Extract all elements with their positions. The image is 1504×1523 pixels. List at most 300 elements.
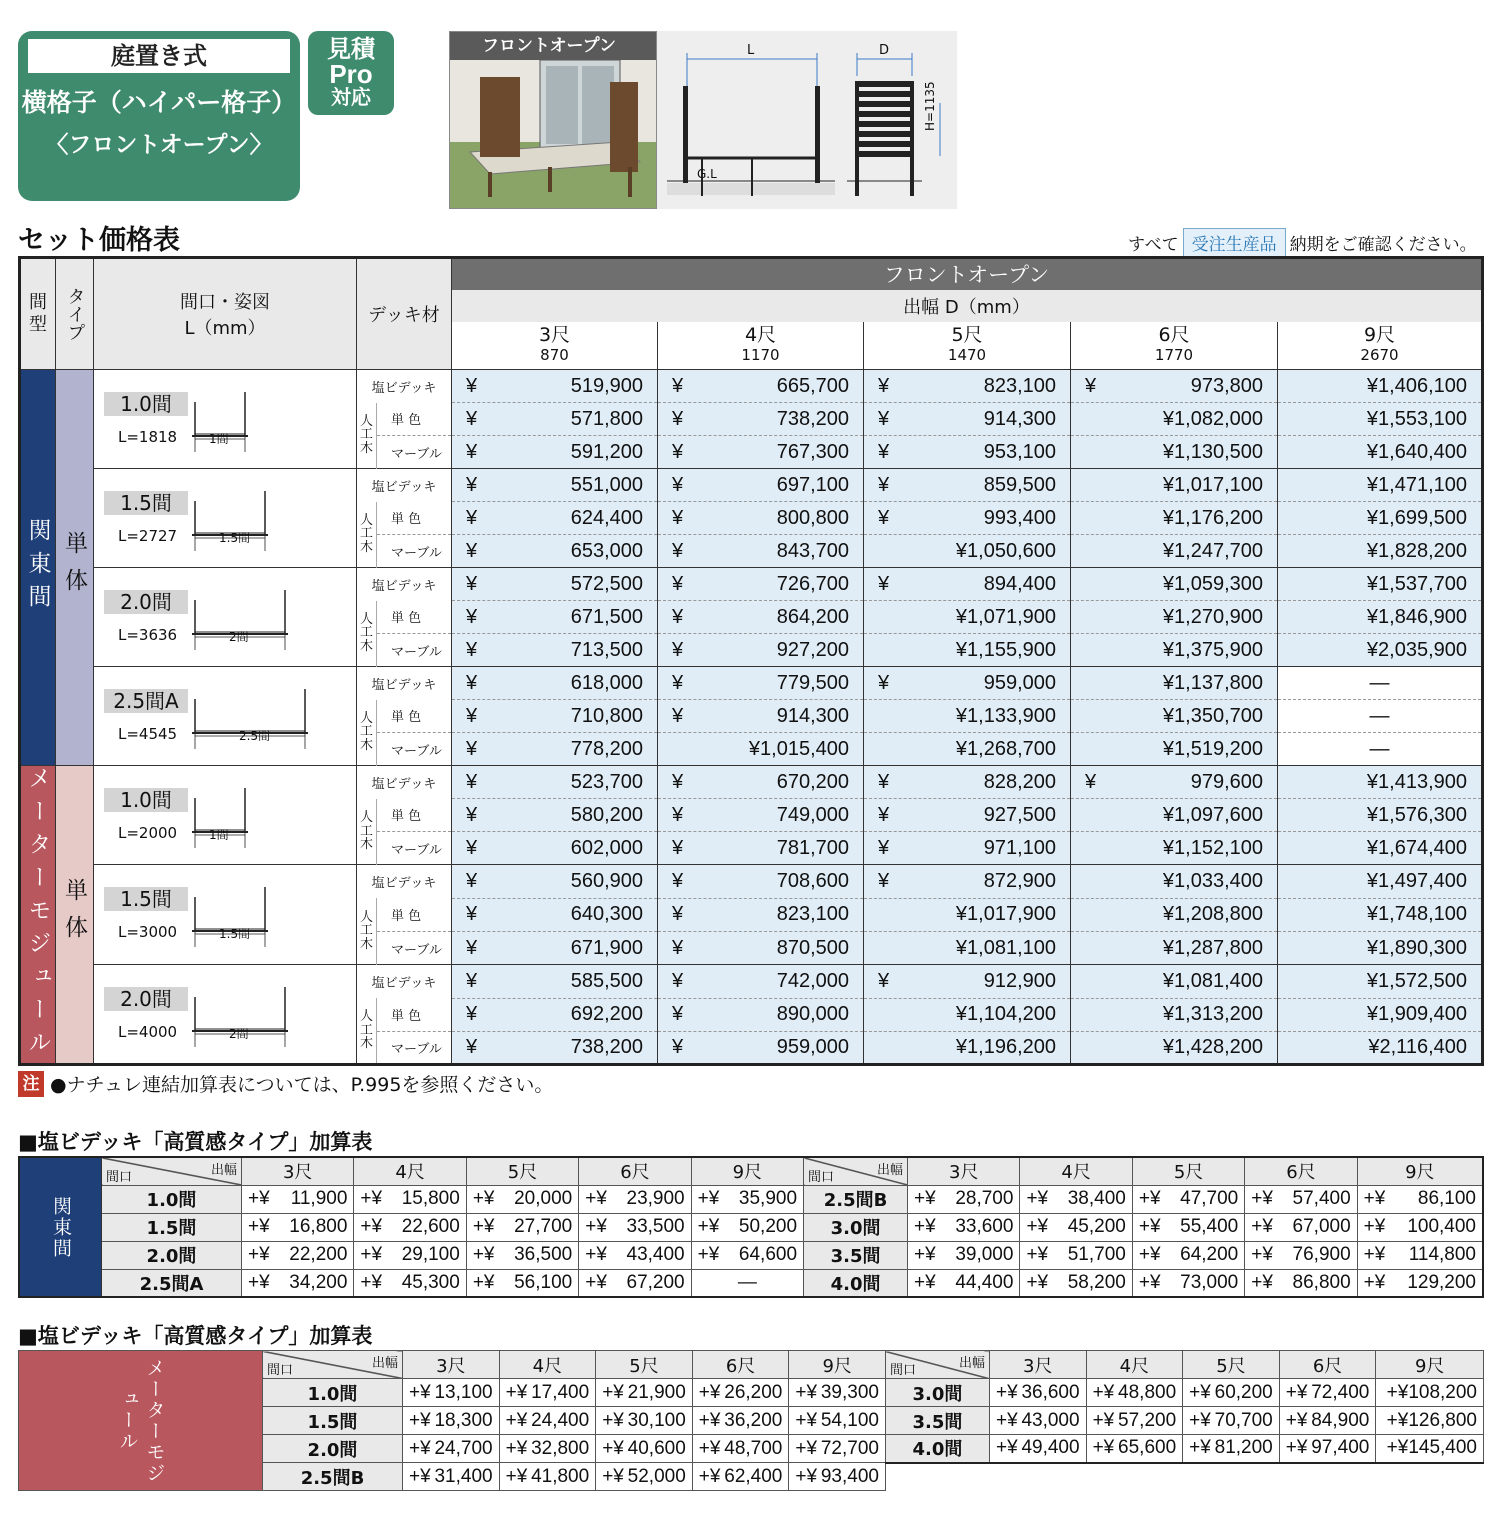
price-value: — — [1369, 737, 1390, 760]
estimate-pro-badge — [308, 31, 394, 115]
width-mm: L=2000 — [118, 824, 178, 842]
price-value: 993,400 — [983, 506, 1056, 529]
add-price-cell — [1020, 1185, 1132, 1213]
price-cell — [1278, 634, 1483, 667]
price-value: 618,000 — [570, 671, 643, 694]
add-price-value: 97,400 — [1311, 1437, 1370, 1459]
deck-solid: 単 色 — [377, 601, 452, 634]
price-value: ¥1,247,700 — [1162, 539, 1263, 562]
price-value: ¥1,572,500 — [1366, 969, 1467, 992]
header-dehaba: 出幅 — [958, 1355, 985, 1370]
plus-yen: +¥ — [505, 1465, 528, 1487]
header-diagonal — [263, 1351, 403, 1379]
price-cell — [658, 965, 864, 998]
add-price-cell — [596, 1379, 693, 1407]
add-price-cell — [579, 1241, 691, 1269]
plus-yen: +¥ — [795, 1437, 818, 1459]
plus-yen: +¥ — [585, 1271, 607, 1293]
add-price-cell — [989, 1379, 1086, 1407]
size-mm: 1470 — [947, 346, 987, 365]
price-cell — [864, 932, 1071, 965]
add-price-cell — [242, 1185, 354, 1213]
product-photo — [449, 31, 657, 209]
product-title-box — [18, 31, 300, 201]
add-price-value: 16,800 — [289, 1216, 348, 1237]
add-size-header: 3尺 — [908, 1157, 1020, 1185]
deck-solid: 単 色 — [377, 502, 452, 535]
price-cell — [452, 700, 658, 733]
plan-figure — [192, 582, 312, 652]
price-cell — [864, 436, 1071, 469]
plus-yen: +¥ — [698, 1437, 721, 1459]
col-header-deck: デッキ材 — [357, 258, 452, 370]
price-cell — [864, 965, 1071, 998]
price-value: ¥1,375,900 — [1162, 638, 1263, 661]
add-price-value: 32,800 — [531, 1437, 590, 1459]
price-cell — [658, 403, 864, 436]
price-cell — [452, 370, 658, 403]
add-region-label: 関東間 — [19, 1157, 102, 1297]
add-price-cell — [1132, 1213, 1244, 1241]
price-cell — [1071, 1032, 1278, 1065]
yen-sign: ¥ — [672, 506, 684, 529]
add-price-value: 11,900 — [290, 1188, 348, 1209]
add-width-label: 3.0間 — [804, 1213, 908, 1241]
add-price-value: 57,200 — [1118, 1409, 1177, 1431]
price-value: ¥1,133,900 — [955, 704, 1056, 727]
add-price-cell — [692, 1407, 789, 1435]
add-price-cell — [354, 1213, 466, 1241]
add-price-value: 43,400 — [626, 1244, 685, 1265]
add-price-cell — [1183, 1379, 1280, 1407]
price-cell — [1278, 733, 1483, 766]
add-price-cell — [1183, 1407, 1280, 1435]
yen-sign: ¥ — [466, 605, 478, 628]
add-price-cell — [579, 1269, 691, 1297]
category-label: 庭置き式 — [28, 39, 290, 73]
deck-pvc: 塩ビデッキ — [357, 469, 452, 502]
plus-yen: +¥ — [697, 1244, 720, 1265]
add-table-2-title: ■塩ビデッキ「高質感タイプ」加算表 — [18, 1324, 373, 1348]
plus-yen: +¥ — [1189, 1409, 1211, 1431]
add-price-cell — [1020, 1269, 1132, 1297]
plus-yen: +¥ — [795, 1381, 818, 1403]
add-price-value: 23,900 — [626, 1188, 685, 1209]
badge-line-1: 見積 — [327, 35, 375, 63]
price-value: ¥1,537,700 — [1366, 572, 1467, 595]
price-cell — [1278, 998, 1483, 1031]
plus-yen: +¥ — [472, 1188, 495, 1209]
deck-marble: マーブル — [377, 535, 452, 568]
width-label: 2.0間 — [104, 590, 188, 614]
yen-sign: ¥ — [466, 572, 478, 595]
add-price-cell — [1357, 1213, 1483, 1241]
plus-yen: +¥ — [795, 1409, 818, 1431]
add-price-value: 39,000 — [955, 1244, 1014, 1265]
add-price-cell — [1279, 1379, 1376, 1407]
price-cell — [864, 733, 1071, 766]
width-figure-cell — [94, 469, 357, 568]
diagram-GL: G.L — [697, 167, 717, 181]
add-price-value: 67,200 — [626, 1271, 685, 1293]
plus-yen: +¥ — [1363, 1244, 1386, 1265]
yen-sign: ¥ — [672, 870, 684, 893]
price-cell — [1278, 469, 1483, 502]
deck-pvc: 塩ビデッキ — [357, 370, 452, 403]
add-price-value: 18,300 — [434, 1409, 493, 1431]
add-price-value: 36,200 — [724, 1409, 783, 1431]
add-price-cell — [354, 1241, 466, 1269]
price-cell — [658, 1032, 864, 1065]
price-value: ¥1,413,900 — [1366, 770, 1467, 793]
yen-sign: ¥ — [672, 473, 684, 496]
yen-sign: ¥ — [878, 803, 890, 826]
price-value: 580,200 — [570, 803, 643, 826]
plus-yen: +¥ — [1138, 1216, 1161, 1237]
add-price-cell — [789, 1435, 886, 1463]
price-cell — [864, 998, 1071, 1031]
price-cell — [1071, 403, 1278, 436]
size-label: 4尺 — [744, 324, 777, 347]
price-value: 953,100 — [983, 440, 1056, 463]
add-price-cell — [596, 1435, 693, 1463]
yen-sign: ¥ — [466, 638, 478, 661]
price-value: ¥1,553,100 — [1366, 407, 1467, 430]
price-value: ¥1,270,900 — [1162, 605, 1263, 628]
add-price-value: 35,900 — [738, 1188, 798, 1209]
price-cell — [452, 469, 658, 502]
price-value: 519,900 — [570, 374, 643, 397]
price-cell — [452, 601, 658, 634]
plus-yen: +¥ — [248, 1216, 270, 1237]
add-size-header: 5尺 — [596, 1351, 693, 1379]
add-price-cell — [1183, 1435, 1280, 1463]
col-header-kind: タイプ — [56, 258, 94, 370]
price-value: ¥1,748,100 — [1366, 903, 1467, 926]
add-price-cell — [466, 1241, 578, 1269]
price-cell — [452, 898, 658, 931]
plus-yen: +¥ — [697, 1216, 720, 1237]
deck-wood-label: 人 工 木 — [357, 799, 377, 865]
deck-solid: 単 色 — [377, 799, 452, 832]
price-cell — [864, 766, 1071, 799]
plus-yen: +¥ — [1138, 1271, 1161, 1293]
add-price-value: 36,500 — [514, 1244, 573, 1265]
width-figure-cell — [94, 667, 357, 766]
deck-marble: マーブル — [377, 1032, 452, 1065]
price-cell — [658, 832, 864, 865]
add-price-value: +¥108,200 — [1386, 1381, 1477, 1403]
note-mid-text: ●ナチュレ連結加算表については、P.995を参照ください。 — [50, 1074, 554, 1096]
price-value: ¥1,890,300 — [1366, 936, 1467, 959]
plus-yen: +¥ — [1251, 1271, 1273, 1293]
add-price-cell — [596, 1407, 693, 1435]
yen-sign: ¥ — [672, 440, 684, 463]
price-cell — [452, 865, 658, 898]
plus-yen: +¥ — [360, 1244, 383, 1265]
price-value: ¥1,828,200 — [1366, 539, 1467, 562]
plus-yen: +¥ — [1285, 1437, 1308, 1459]
width-label: 1.0間 — [104, 788, 188, 812]
price-table — [18, 256, 1484, 1066]
add-width-label: 1.0間 — [263, 1379, 403, 1407]
note-mid — [18, 1070, 553, 1097]
add-price-value: 15,800 — [401, 1188, 460, 1209]
region-label: メーターモジュール — [20, 766, 56, 1065]
add-price-value: 51,700 — [1067, 1244, 1126, 1265]
add-price-cell — [1245, 1241, 1357, 1269]
plus-yen: +¥ — [698, 1465, 721, 1487]
yen-sign: ¥ — [878, 770, 890, 793]
plus-yen: +¥ — [1026, 1271, 1049, 1293]
add-price-value: 84,900 — [1311, 1409, 1370, 1431]
width-mm: L=3636 — [118, 626, 178, 644]
add-price-value: 13,100 — [434, 1381, 493, 1403]
add-price-cell — [466, 1213, 578, 1241]
add-price-cell — [691, 1269, 803, 1297]
price-value: ¥1,846,900 — [1366, 605, 1467, 628]
add-price-value: 60,200 — [1214, 1381, 1273, 1403]
price-value: 708,600 — [776, 870, 849, 893]
plus-yen: +¥ — [248, 1188, 270, 1209]
price-cell — [1278, 932, 1483, 965]
plus-yen: +¥ — [602, 1465, 624, 1487]
deck-wood-label: 人 工 木 — [357, 601, 377, 667]
price-value: 665,700 — [776, 374, 849, 397]
badge-line-3: 対応 — [331, 85, 371, 109]
header-dehaba: 出幅 — [877, 1162, 904, 1177]
size-label: 9尺 — [1363, 324, 1396, 347]
add-size-header: 3尺 — [989, 1351, 1086, 1379]
add-size-header: 6尺 — [1245, 1157, 1357, 1185]
price-value: ¥2,035,900 — [1366, 638, 1467, 661]
yen-sign: ¥ — [466, 770, 478, 793]
dim-label: 2間 — [229, 1027, 249, 1042]
yen-sign: ¥ — [466, 737, 478, 760]
plus-yen: +¥ — [1026, 1188, 1049, 1209]
add-price-cell — [908, 1269, 1020, 1297]
width-mm: L=4000 — [118, 1023, 178, 1042]
add-price-value: 93,400 — [820, 1465, 879, 1487]
plus-yen: +¥ — [585, 1216, 607, 1237]
add-price-cell — [596, 1463, 693, 1491]
plus-yen: +¥ — [505, 1409, 528, 1431]
add-price-cell — [908, 1185, 1020, 1213]
price-cell — [1071, 799, 1278, 832]
made-to-order-tag: 受注生産品 — [1183, 228, 1286, 257]
add-price-value: 20,000 — [514, 1188, 573, 1209]
price-value: 571,800 — [570, 407, 643, 430]
add-price-value: 58,200 — [1067, 1271, 1126, 1293]
deck-pvc: 塩ビデッキ — [357, 766, 452, 799]
price-cell — [452, 502, 658, 535]
price-value: ¥1,428,200 — [1162, 1036, 1263, 1058]
add-price-cell — [1132, 1241, 1244, 1269]
price-value: 653,000 — [570, 539, 643, 562]
yen-sign: ¥ — [466, 1036, 478, 1058]
price-value: 843,700 — [776, 539, 849, 562]
dim-label: 2.5間 — [239, 729, 271, 743]
add-size-header: 3尺 — [403, 1351, 500, 1379]
add-price-value: 49,400 — [1021, 1437, 1080, 1459]
yen-sign: ¥ — [878, 506, 890, 529]
width-mm: L=4545 — [118, 725, 178, 743]
price-value: ¥1,576,300 — [1366, 803, 1467, 826]
add-price-value: 33,600 — [955, 1216, 1014, 1237]
price-value: ¥1,519,200 — [1162, 737, 1263, 760]
price-cell — [452, 436, 658, 469]
diagram-L: L — [747, 43, 755, 58]
price-cell — [1278, 370, 1483, 403]
plus-yen: +¥ — [1092, 1381, 1115, 1403]
badge-line-2: Pro — [329, 59, 373, 89]
plus-yen: +¥ — [1092, 1437, 1115, 1459]
width-figure-cell — [94, 766, 357, 865]
price-value: 738,200 — [570, 1036, 643, 1058]
price-value: ¥1,130,500 — [1162, 440, 1263, 463]
price-cell — [452, 832, 658, 865]
add-price-value: 34,200 — [289, 1271, 348, 1293]
add-price-value: 38,400 — [1067, 1188, 1126, 1209]
header-front-open: フロントオープン — [452, 258, 1483, 290]
yen-sign: ¥ — [466, 539, 478, 562]
price-cell — [1278, 898, 1483, 931]
add-price-cell — [466, 1185, 578, 1213]
price-cell — [1278, 667, 1483, 700]
add-price-value: 24,700 — [434, 1437, 493, 1459]
add-width-label: 1.0間 — [102, 1185, 242, 1213]
width-figure-cell — [94, 370, 357, 469]
add-price-value: 52,000 — [627, 1465, 686, 1487]
price-cell — [1071, 568, 1278, 601]
add-price-value: 76,900 — [1292, 1244, 1351, 1265]
price-cell — [452, 766, 658, 799]
plus-yen: +¥ — [995, 1409, 1018, 1431]
caution-mark: 注 — [18, 1071, 44, 1097]
dim-label: 1間 — [209, 828, 229, 842]
plus-yen: +¥ — [1285, 1381, 1308, 1403]
header-maguchi: 間口 — [808, 1168, 835, 1184]
header-diagonal — [804, 1157, 908, 1185]
price-cell — [1278, 601, 1483, 634]
price-value: 670,200 — [776, 770, 849, 793]
yen-sign: ¥ — [1085, 374, 1097, 397]
price-value: 914,300 — [776, 704, 849, 727]
price-value: 710,800 — [570, 704, 643, 727]
add-price-cell — [403, 1435, 500, 1463]
add-size-header: 9尺 — [691, 1157, 803, 1185]
add-price-value: 57,400 — [1292, 1188, 1351, 1209]
add-price-cell — [499, 1379, 596, 1407]
add-price-value: 43,000 — [1021, 1409, 1080, 1431]
price-value: 749,000 — [776, 803, 849, 826]
price-cell — [1071, 898, 1278, 931]
add-width-label: 2.5間B — [263, 1463, 403, 1491]
plus-yen: +¥ — [602, 1437, 624, 1459]
add-price-cell — [1020, 1241, 1132, 1269]
type-label: 単体 — [56, 370, 94, 766]
add-price-value: 81,200 — [1214, 1437, 1273, 1459]
price-cell — [1071, 766, 1278, 799]
add-price-cell — [1086, 1407, 1183, 1435]
plus-yen: +¥ — [1026, 1244, 1049, 1265]
add-size-header: 9尺 — [1357, 1157, 1483, 1185]
add-price-value: 45,200 — [1067, 1216, 1126, 1237]
add-size-header: 6尺 — [692, 1351, 789, 1379]
dim-label: 1.5間 — [219, 927, 251, 942]
price-cell — [658, 370, 864, 403]
plus-yen: +¥ — [995, 1437, 1018, 1459]
price-cell — [658, 601, 864, 634]
price-value: 864,200 — [776, 605, 849, 628]
price-value: ¥1,176,200 — [1162, 506, 1263, 529]
price-cell — [1278, 568, 1483, 601]
size-mm: 1770 — [1154, 346, 1194, 365]
yen-sign: ¥ — [466, 870, 478, 893]
header-diagonal — [885, 1351, 989, 1379]
add-price-cell — [1020, 1213, 1132, 1241]
price-value: ¥1,313,200 — [1162, 1003, 1263, 1026]
size-label: 5尺 — [951, 324, 983, 347]
price-value: 894,400 — [983, 572, 1056, 595]
plus-yen: +¥ — [505, 1437, 528, 1459]
price-cell — [1071, 436, 1278, 469]
plus-yen: +¥ — [1363, 1216, 1386, 1237]
add-price-value: 17,400 — [531, 1381, 590, 1403]
price-cell — [658, 502, 864, 535]
deck-marble: マーブル — [377, 932, 452, 965]
add-size-header: 5尺 — [466, 1157, 578, 1185]
price-cell — [452, 634, 658, 667]
price-value: 738,200 — [776, 407, 849, 430]
price-value: 979,600 — [1190, 770, 1263, 793]
add-price-value: 30,100 — [627, 1409, 686, 1431]
price-cell — [452, 403, 658, 436]
add-price-cell — [692, 1463, 789, 1491]
add-size-header: 5尺 — [1132, 1157, 1244, 1185]
price-value: ¥1,155,900 — [955, 638, 1056, 661]
header-diagonal — [102, 1157, 242, 1185]
width-figure-cell — [94, 965, 357, 1065]
yen-sign: ¥ — [878, 440, 890, 463]
price-value: 591,200 — [570, 440, 643, 463]
yen-sign: ¥ — [672, 605, 684, 628]
add-price-value: 48,800 — [1118, 1381, 1177, 1403]
price-value: 914,300 — [983, 407, 1056, 430]
price-value: 890,000 — [776, 1003, 849, 1026]
diagram-H: H=1135 — [923, 81, 937, 131]
add-size-header: 6尺 — [1279, 1351, 1376, 1379]
add-price-value: 86,100 — [1417, 1188, 1476, 1209]
plus-yen: +¥ — [1138, 1244, 1161, 1265]
deck-marble: マーブル — [377, 733, 452, 766]
size-header-2 — [864, 322, 1071, 370]
price-cell — [1071, 535, 1278, 568]
add-width-label: 4.0間 — [885, 1435, 989, 1463]
add-price-cell — [989, 1407, 1086, 1435]
order-note-post: 納期をご確認ください。 — [1289, 235, 1477, 255]
yen-sign: ¥ — [672, 407, 684, 430]
add-price-cell — [692, 1379, 789, 1407]
price-value: ¥1,097,600 — [1162, 803, 1263, 826]
add-width-label: 3.5間 — [885, 1407, 989, 1435]
add-price-cell — [354, 1269, 466, 1297]
width-figure-cell — [94, 568, 357, 667]
yen-sign: ¥ — [466, 473, 478, 496]
plus-yen: +¥ — [360, 1271, 383, 1293]
add-price-cell — [1357, 1269, 1483, 1297]
price-value: — — [1369, 671, 1390, 694]
